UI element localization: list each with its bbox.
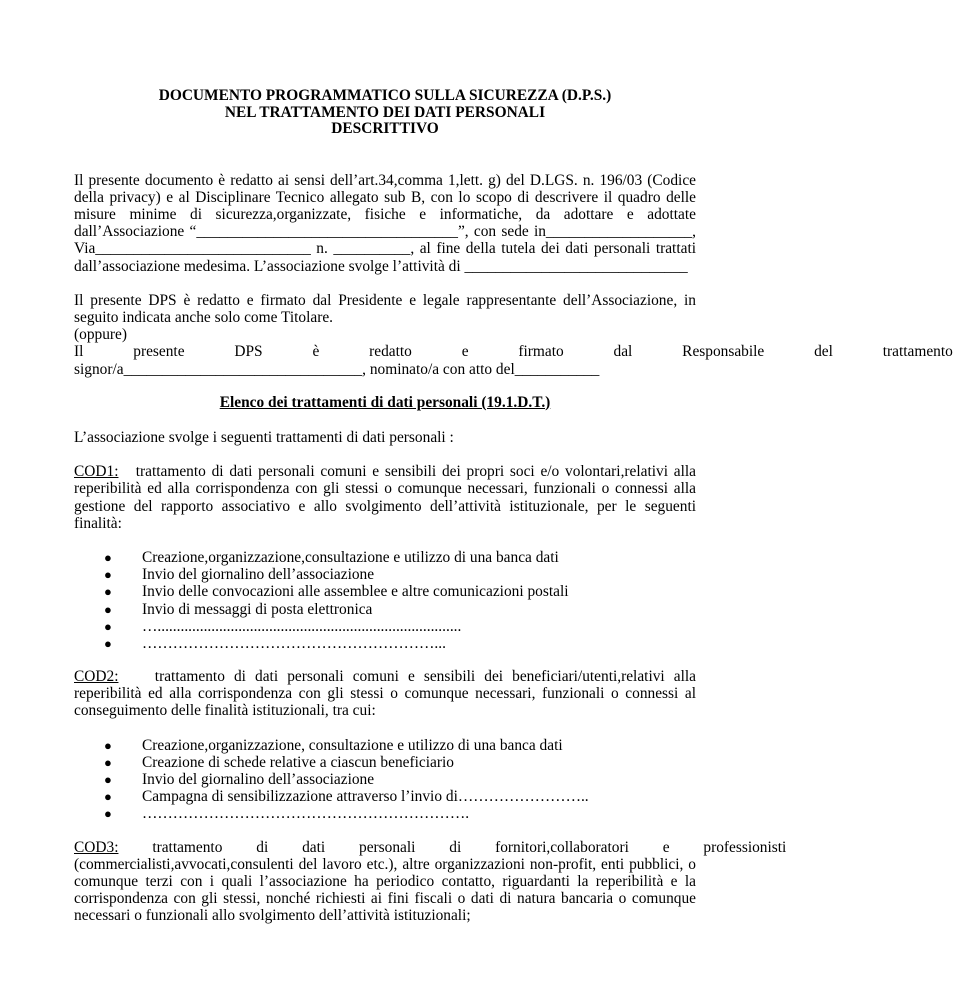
title-line-1: DOCUMENTO PROGRAMMATICO SULLA SICUREZZA (D.P.S.) [158,87,612,104]
cod3-line: corrispondenza con gli stessi, nonché richiesti ai fini fiscali o dati di natura bancaria o comunque [74,890,696,908]
list-item: ● Creazione di schede relative a ciascun beneficiario [104,753,454,771]
list-item: ● …………………………………………………... [104,634,446,652]
document-title [74,88,696,138]
list-item: ● Creazione,organizzazione,consultazione e utilizzo di una banca dati [104,548,559,566]
cod3-line: necessari o funzionali allo svolgimento dell’attività istituzionali; [74,907,471,925]
list-item: ● ………………………………………………………. [104,805,470,823]
bullet-icon: ● [104,567,112,583]
cod2-text: trattamento di dati personali comuni e sensibili dei beneficiari/utenti,relativi alla [118,668,696,686]
cod3-line: (commercialisti,avvocati,consulenti del lavoro etc.), altre organizzazioni non-profit, enti pubblici, o [74,855,696,873]
list-item: ● Invio del giornalino dell’associazione [104,566,375,584]
cod2-section [74,668,696,823]
list-item: ● Invio del giornalino dell’associazione [104,771,375,789]
bullet-icon: ● [104,806,112,822]
cod3-line [74,838,787,856]
list-item: ● Campagna di sensibilizzazione attraverso l’invio di…………………….. [104,788,589,806]
cod1-line: gestione del rapporto associativo e allo svolgimento dell’attività istituzionale, per le seguenti [74,497,696,515]
dps-line: seguito indicata anche solo come Titolare. [74,308,334,326]
intro-line: misure minime di sicurezza,organizzate, fisiche e informatiche, da adottare e adottate [74,205,696,223]
cod2-code: COD2: [74,668,119,686]
cod1-code: COD1: [74,463,119,481]
cod1-line [74,463,696,480]
cod2-list [74,737,696,823]
cod1-text: trattamento di dati personali comuni e sensibili dei propri soci e/o volontari,relativi alla [118,463,696,481]
bullet-icon: ● [104,737,112,753]
cod1-line: finalità: [74,514,122,532]
intro-line: Via____________________________ n. __________, al fine della tutela dei dati personali trattati [74,240,696,258]
list-item: ● Invio delle convocazioni alle assemblee e altre comunicazioni postali [104,583,569,601]
list-item: ● …............................................................................... [104,617,462,635]
cod3-text: trattamento di dati personali di fornitori,collaboratori e professionisti [118,838,787,856]
cod2-line: conseguimento delle finalità istituzionali, tra cui: [74,702,376,720]
dps-line: Il presente DPS è redatto e firmato dal Responsabile del trattamento [74,343,953,361]
dps-paragraph [74,291,953,378]
intro-paragraph [74,172,696,275]
list-item: ● Invio di messaggi di posta elettronica [104,600,373,618]
cod3-section [74,838,787,925]
bullet-icon: ● [104,618,112,634]
list-item: ● Creazione,organizzazione, consultazione e utilizzo di una banca dati [104,736,563,754]
dps-line-spread [74,343,953,361]
list-intro: L’associazione svolge i seguenti trattamenti di dati personali : [74,428,454,446]
dps-line: signor/a_______________________________, nominato/a con atto del___________ [74,360,600,378]
title-line-3: DESCRITTIVO [331,120,439,137]
cod2-line [74,668,696,685]
cod1-section [74,463,696,652]
bullet-icon: ● [104,601,112,617]
cod3-line: comunque terzi con i quali l’associazione ha periodico contatto, riguardanti la reperibilità e la [74,873,696,891]
dps-line: (oppure) [74,326,127,344]
cod3-code: COD3: [74,838,119,856]
intro-line: Il presente documento è redatto ai sensi dell’art.34,comma 1,lett. g) del D.LGS. n. 196/03 (Codice [74,171,696,189]
section-heading: Elenco dei trattamenti di dati personali (19.1.D.T.) [219,393,551,411]
intro-line: dall’associazione medesima. L’associazione svolge l’attività di _____________________________ [74,257,688,275]
cod1-list [74,549,696,652]
bullet-icon: ● [104,635,112,651]
bullet-icon: ● [104,549,112,565]
dps-line: Il presente DPS è redatto e firmato dal Presidente e legale rappresentante dell’Associazione, in [74,291,696,309]
cod1-line: reperibilità ed alla corrispondenza con gli stessi o comunque necessari, funzionali o connessi alla [74,480,696,498]
bullet-icon: ● [104,584,112,600]
cod2-line: reperibilità ed alla corrispondenza con gli stessi o comunque necessari, funzionali o connessi al [74,685,696,703]
title-line-2: NEL TRATTAMENTO DEI DATI PERSONALI [224,103,546,121]
document-page [74,87,953,925]
intro-line: dall’Associazione “__________________________________”, con sede in___________________, [74,223,696,241]
bullet-icon: ● [104,772,112,788]
intro-line: della privacy) e al Disciplinare Tecnico allegato sub B, con lo scopo di descrivere il quadro delle [74,188,696,206]
bullet-icon: ● [104,754,112,770]
bullet-icon: ● [104,789,112,805]
